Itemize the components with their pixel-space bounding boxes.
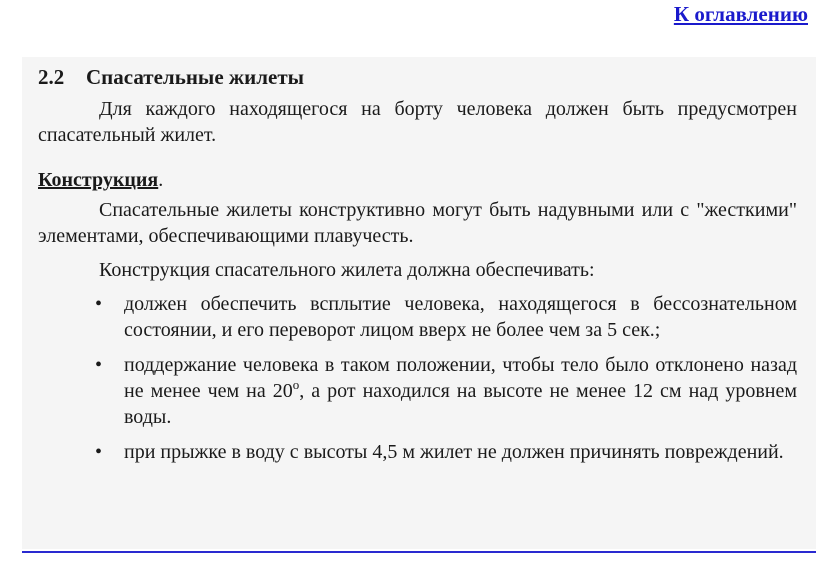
construction-heading-dot: . <box>158 169 164 191</box>
bottom-divider <box>22 551 816 553</box>
section-heading <box>38 64 797 90</box>
section-title: Спасательные жилеты <box>86 65 305 89</box>
construction-lead: Конструкция спасательного жилета должна обеспечивать: <box>99 259 595 281</box>
document-content <box>38 64 797 474</box>
section-intro: Для каждого находящегося на борту человека должен быть предусмотрен спасательный жилет. <box>38 98 797 146</box>
bullet-icon: • <box>95 354 103 376</box>
construction-heading <box>38 167 797 193</box>
section-number: 2.2 <box>38 65 65 89</box>
requirements-list <box>38 291 797 465</box>
bullet-icon: • <box>95 441 103 463</box>
list-item-text-part1: поддержание человека в таком положении, чтобы тело было отклонено назад не менее чем на 20 <box>124 354 797 402</box>
list-item <box>38 291 797 343</box>
list-item <box>38 439 797 465</box>
construction-heading-text: Конструкция <box>38 169 159 191</box>
construction-paragraph: Спасательные жилеты конструктивно могут быть надувными или с "жесткими" элементами, обеспечивающими плавучесть. <box>38 199 797 247</box>
toc-link[interactable]: К оглавлению <box>673 2 808 26</box>
list-item-text: должен обеспечить всплытие человека, находящегося в бессознательном состоянии, и его переворот лицом вверх не более чем за 5 сек.; <box>124 293 797 341</box>
bullet-icon: • <box>95 293 103 315</box>
list-item-text: при прыжке в воду с высоты 4,5 м жилет не должен причинять повреждений. <box>124 441 784 463</box>
list-item <box>38 352 797 430</box>
list-item-text-part2: , а рот находился на высоте не менее 12 см над уровнем воды. <box>124 380 798 428</box>
degree-superscript: o <box>292 377 300 392</box>
